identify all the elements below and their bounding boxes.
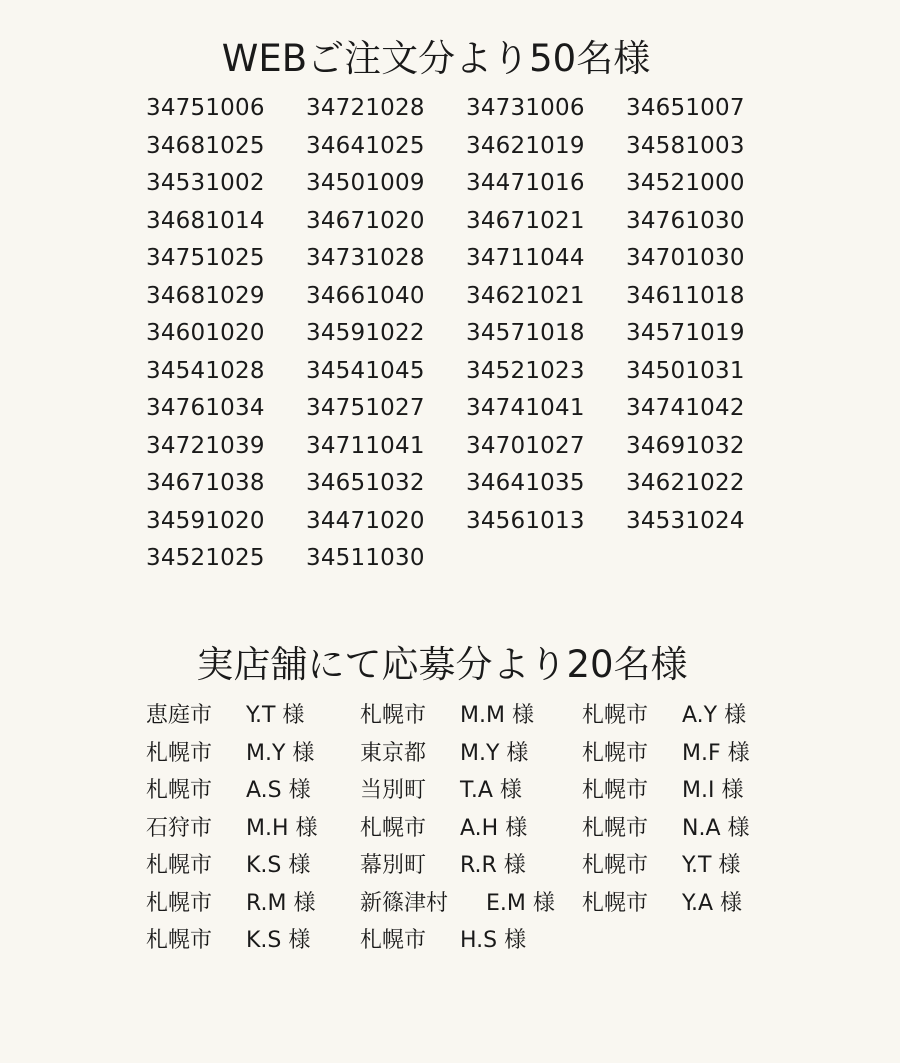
winner-entry: [360, 777, 582, 815]
winner-code: 34761034: [146, 395, 265, 421]
winner-city: 当別町: [360, 778, 427, 803]
winner-city: 石狩市: [146, 815, 213, 841]
winner-code: 34611018: [626, 282, 745, 309]
winner-entry: [582, 890, 812, 928]
winner-code: 34531024: [626, 507, 745, 534]
winner-code: 34661040: [306, 282, 425, 309]
winner-code: 34641025: [306, 132, 425, 159]
winner-name: M.I 様: [682, 778, 744, 803]
winner-code: 34741041: [466, 395, 585, 421]
winner-name: M.M 様: [460, 703, 534, 728]
winner-code: 34501009: [306, 170, 425, 196]
winner-code: 34531002: [146, 170, 265, 196]
winner-code: 34621019: [466, 132, 585, 159]
winner-code: 34701030: [626, 245, 745, 271]
winner-entry: [360, 815, 582, 853]
winner-code: 34741042: [626, 395, 745, 421]
winner-entry: [146, 890, 360, 928]
web-orders-title: WEBご注文分より50名様: [221, 37, 651, 80]
winner-code: 34651007: [626, 95, 745, 121]
store-winners-grid: [146, 702, 812, 965]
winner-code: 34471020: [306, 507, 425, 534]
winner-name: M.H 様: [246, 815, 318, 841]
winner-entry: [360, 740, 582, 778]
winner-city: 幕別町: [360, 853, 427, 878]
winner-code: 34521023: [466, 357, 585, 384]
winner-code: 34541045: [306, 357, 425, 384]
winner-entry: [146, 777, 360, 815]
winner-city: 札幌市: [146, 890, 213, 916]
winner-code: 34671038: [146, 470, 265, 496]
winner-code: 34521000: [626, 170, 745, 196]
winner-city: 札幌市: [582, 890, 649, 916]
winner-code: 34571019: [626, 320, 745, 346]
winner-city: 札幌市: [146, 778, 213, 803]
winner-entry: [146, 852, 360, 890]
winner-code: 34501031: [626, 357, 745, 384]
winner-entry: [146, 740, 360, 778]
winner-entry: [360, 890, 582, 928]
winner-name: M.Y 様: [246, 740, 315, 766]
winner-city: 札幌市: [146, 853, 213, 878]
winner-code: 34621022: [626, 470, 745, 496]
winner-code: 34711041: [306, 432, 425, 459]
winner-entry: [146, 815, 360, 853]
winner-city: 札幌市: [582, 740, 649, 766]
winner-city: 札幌市: [146, 928, 213, 953]
winner-code: 34731028: [306, 245, 425, 271]
winner-city: 札幌市: [582, 703, 649, 728]
winner-code: 34651032: [306, 470, 425, 496]
winner-code: 34681025: [146, 132, 265, 159]
winner-name: Y.A 様: [682, 890, 743, 916]
winner-name: Y.T 様: [682, 853, 741, 878]
winner-name: N.A 様: [682, 815, 750, 841]
winner-code: 34751027: [306, 395, 425, 421]
winner-code: 34671020: [306, 207, 425, 234]
winner-code: 34581003: [626, 132, 745, 159]
winner-code: 34571018: [466, 320, 585, 346]
winner-city: 札幌市: [360, 928, 427, 953]
winner-code: 34591020: [146, 507, 265, 534]
winner-city: 札幌市: [146, 740, 213, 766]
store-entries-title: 実店舗にて応募分より20名様: [196, 643, 688, 686]
winner-city: 恵庭市: [146, 703, 213, 728]
winner-code: 34701027: [466, 432, 585, 459]
winner-entry: [582, 852, 812, 890]
winner-code: 34541028: [146, 357, 265, 384]
winner-name: R.R 様: [460, 853, 526, 878]
winner-code: 34471016: [466, 170, 585, 196]
winner-entry: [582, 815, 812, 853]
winner-entry: [360, 852, 582, 890]
winner-entry: [360, 927, 582, 965]
winner-name: M.F 様: [682, 740, 750, 766]
winner-name: H.S 様: [460, 928, 527, 953]
winner-city: 札幌市: [360, 815, 427, 841]
winner-name: E.M 様: [486, 890, 555, 916]
winner-city: 札幌市: [582, 778, 649, 803]
winner-name: A.Y 様: [682, 703, 747, 728]
web-winner-codes-grid: [146, 93, 786, 581]
winner-code: 34751025: [146, 245, 265, 271]
winner-code: 34681014: [146, 207, 265, 234]
winner-name: K.S 様: [246, 853, 311, 878]
winner-code: 34761030: [626, 207, 745, 234]
winner-code: 34601020: [146, 320, 265, 346]
winner-code: 34731006: [466, 95, 585, 121]
winner-name: A.S 様: [246, 778, 311, 803]
winner-entry: [582, 740, 812, 778]
winner-entry: [360, 702, 582, 740]
winner-entry: [146, 927, 360, 965]
winner-code: 34691032: [626, 432, 745, 459]
winner-city: 札幌市: [582, 853, 649, 878]
winner-name: R.M 様: [246, 890, 316, 916]
winner-code: 34681029: [146, 282, 265, 309]
winner-city: 東京都: [360, 740, 427, 766]
winner-code: 34711044: [466, 245, 585, 271]
winner-city: 札幌市: [582, 815, 649, 841]
winner-code: 34561013: [466, 507, 585, 534]
winner-code: 34591022: [306, 320, 425, 346]
winner-code: 34671021: [466, 207, 585, 234]
winner-code: 34641035: [466, 470, 585, 496]
winner-name: K.S 様: [246, 928, 311, 953]
winner-code: 34721039: [146, 432, 265, 459]
winner-code: 34511030: [306, 545, 425, 571]
winner-code: 34751006: [146, 95, 265, 121]
winner-name: M.Y 様: [460, 740, 529, 766]
winner-code: 34521025: [146, 545, 265, 571]
winner-entry: [582, 702, 812, 740]
winner-name: T.A 様: [460, 778, 522, 803]
winner-city: 札幌市: [360, 703, 427, 728]
winner-name: Y.T 様: [246, 703, 305, 728]
winner-entry: [146, 702, 360, 740]
winner-code: 34621021: [466, 282, 585, 309]
winner-entry: [582, 777, 812, 815]
winner-city: 新篠津村: [360, 890, 449, 916]
winner-name: A.H 様: [460, 815, 528, 841]
winner-code: 34721028: [306, 95, 425, 121]
